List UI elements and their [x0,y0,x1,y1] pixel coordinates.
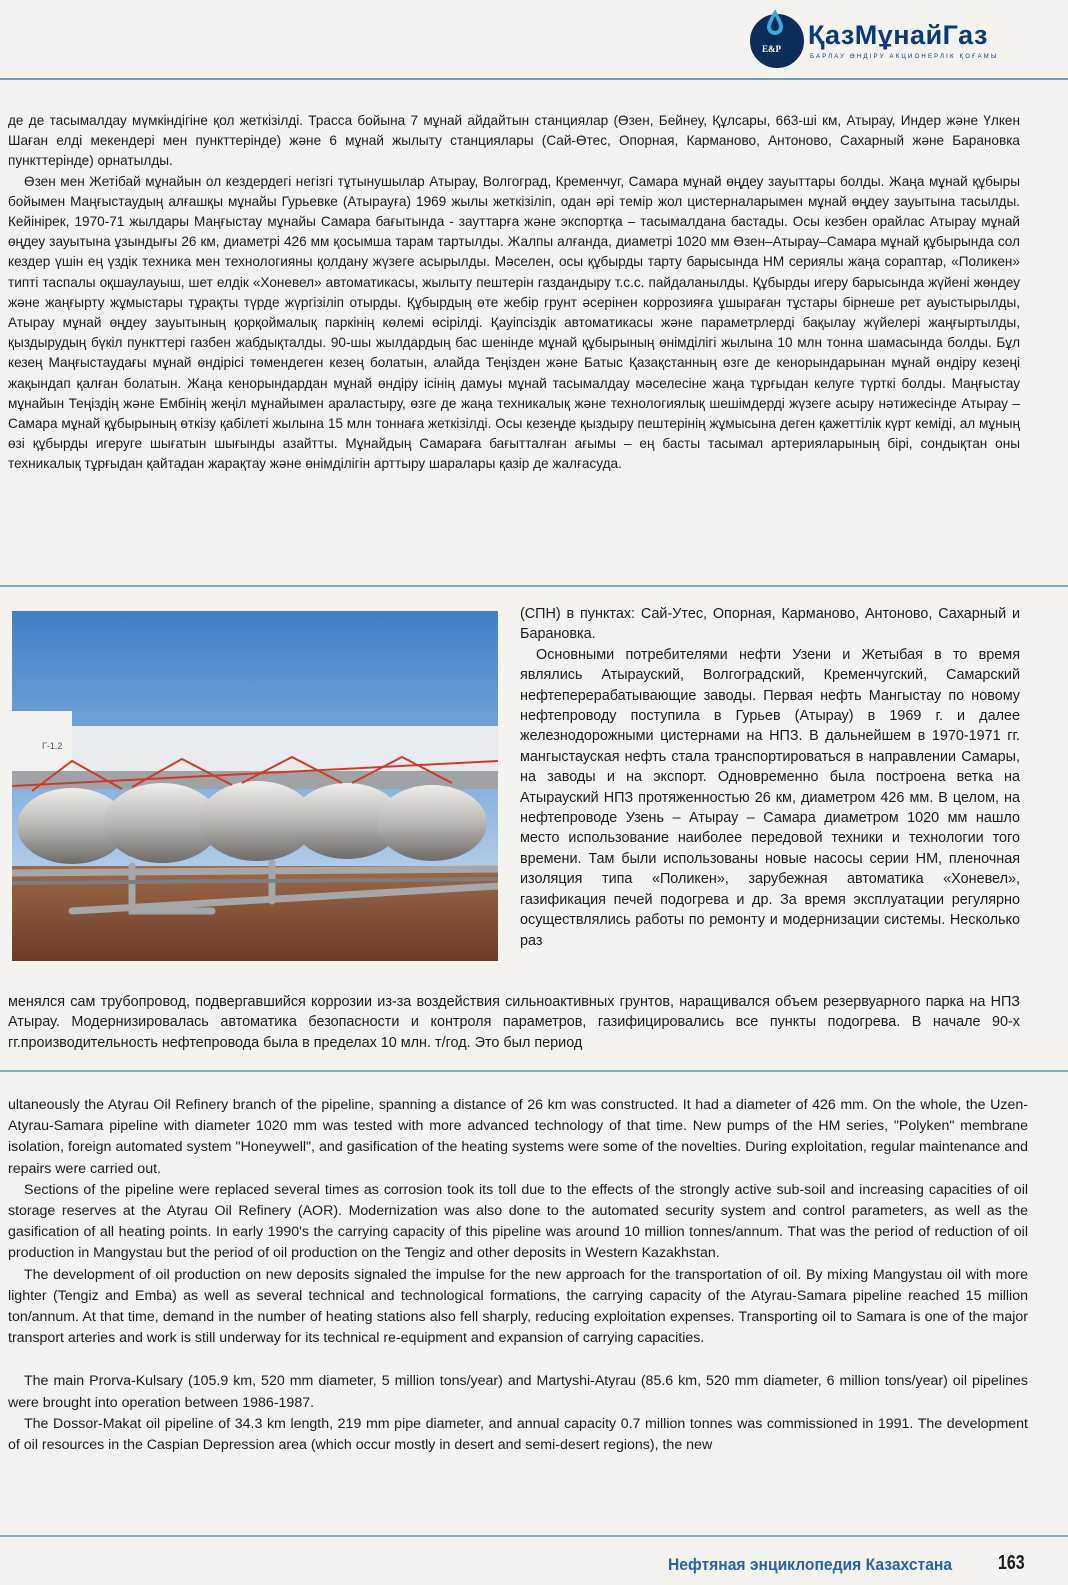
logo-wordmark: ҚазМұнайГаз [808,20,988,50]
kazakh-section [8,111,1020,475]
en-paragraph-1: ultaneously the Atyrau Oil Refinery branch of the pipeline, spanning a distance of 26 km was constructed. It had a diameter of 426 mm. On the whole, the Uzen-Atyrau-Samara pipeline with diameter 1020 mm was tested with more advanced technology of that time. New pumps of the HM series, "Polyken" membrane isolation, foreign automated system "Honeywell", and gasification of the heating systems were some of the novelties. During exploitation, regular maintenance and repairs were carried out. [8,1097,1028,1177]
english-section [8,1095,1028,1456]
kz-paragraph-2: Өзен мен Жетібай мұнайын ол кездердегі негізгі тұтынушылар Атырау, Волгоград, Кременчуг, Самара мұнай өңдеу зауыттары болды. Жаңа мұнай құбыры бойымен Маңғыстаудың алғашқы мұнайы Гурьевке (Атырауға) 1969 жылы жеткізіліп, одан әрі темір жол цистерналарымен мұнай өңдеу зауытына тасылды. Кейінірек, 1970-71 жылдары Маңғыстау мұнайы Самара бағытында - зауттарға және экспортқа – тасымалдана бастады. Осы кезбен орайлас Атырау мұнай өңдеу зауытына ұзындығы 26 км, диаметрі 426 мм қосымша тарам тартылды. Жалпы алғанда, диаметрі 1020 мм Өзен–Атырау–Самара мұнай құбырында сол кездер үшін ең үздік техника мен технологияны қолдану жүзеге асырылды. Мәселен, осы құбырды тарту барысында НМ сериялы жаңа сораптар, «Поликен» типті таспалы оқшаулауыш, шет елдік «Хоневел» автоматикасы, жылыту пештерін газдандыру т.с.с. пайдаланылды. Құбырды игеру барысында жүйені жөндеу және жаңғырту жұмыстары тұрақты түрде жүргізіліп отырды. Құбырдың өте жебір грунт әсерінен коррозияға ұшыраған тұстары бірнеше рет ауыстырылды, Атырау мұнай өңдеу зауытының қорқоймалық паркінің көлемі өсірілді. Қауіпсіздік автоматикасы және параметрлерді бақылау жүйелері жаңғыртылды, қыздырудың бүкіл пункттері газбен жабдықталды. 90-шы жылдардың бас шенінде мұнай құбырының өнімділігі жылына 10 млн тонна шамасында болды. Бұл кезең Маңғыстаудағы мұнай өндірісі төмендеген кезең болатын, алайда Теңізден және Батыс Қазақстанның өзге де кенорындарынан мұнай өндіру кезеңі жақындап қалған болатын. Жаңа кенорындардан мұнай өндіру ісінің дамуы мұнай тасымалдау мәселесіне жаңа тұрғыдан келуге түрткі болды. Маңғыстау мұнайын Теңіздің және Ембінің жеңіл мұнайымен араластыру, өзге де жаңа техникалық және технологиялық шешімдерді жүзеге асыру нәтижесінде Атырау – Самара мұнай құбырының өткізу қабілеті жылына 15 млн тоннаға жеткізілді. Осы кезеңде қыздыру пештерінің жұмысына деген қажеттілік күрт кеміді, ал мұның өзі құбырды игеруге шығатын шығынды азайтты. Мұнайдың Самараға бағытталған ағымы – ең басты тасымал артерияларының бірі, сондықтан оны техникалық тұрғыдан қайтадан жарақтау және өнімділігін арттыру шаралары қазір де жалғасуда. [8,173,1020,472]
logo-badge: E&P [762,44,781,54]
kz-paragraph-1: де де тасымалдау мүмкіндігіне қол жеткізілді. Трасса бойына 7 мұнай айдайтын станциялар (Өзен, Бейнеу, Құлсары, 663-ші км, Атырау, Индер және Үлкен Шаған елді мекендері мен пункттерінде) және 6 мұнай жылыту станциялары (Сай-Өтес, Опорная, Карманово, Антоново, Сахарный және Барановка пункттерінде) орнатылды. [8,113,1020,169]
footer-rule [0,1535,1068,1537]
section-divider [0,585,1068,587]
en-paragraph-5: The Dossor-Makat oil pipeline of 34.3 km length, 219 mm pipe diameter, and annual capacity 0.7 million tonnes was commissioned in 1991. The development of oil resources in the Caspian Depression area (which occur mostly in desert and semi-desert regions), the new [8,1415,1028,1454]
en-paragraph-3: The development of oil production on new deposits signaled the impulse for the new approach for the transportation of oil. By mixing Mangystau oil with more lighter (Tengiz and Emba) as well as several technical and technological formations, the carrying capacity of the Atyrau-Samara pipeline reached 15 million ton/annum. At that time, demand in the number of heating stations also fell sharply, reducing exploitation expenses. Transporting oil to Samara is one of the major transport arteries and work is still underway for its technical re-equipment and expansion of carrying capacities. [8,1266,1028,1347]
oil-tanks-photo [12,611,498,961]
tank-label: Г-1.2 [42,741,63,751]
russian-section-bottom [8,992,1020,1053]
ru-paragraph-2: Основными потребителями нефти Узени и Жетыбая в то время являлись Атырауский, Волгоградский, Кременчугский, Самарский нефтеперерабатывающие заводы. Первая нефть Мангыстау по новому нефтепроводу поступила в Гурьев (Атырау) в 1969 г. и далее железнодорожными цистернами на НПЗ. В дальнейшем в 1970-1971 гг. мангыстауская нефть стала транспортироваться в направлении Самары, на заводы и на экспорт. Одновременно была построена ветка на Атырауский НПЗ протяженностью 26 км, диаметром 426 мм. В целом, на нефтепроводе Узень – Атырау – Самара диаметром 1020 мм нашло место использование наиболее передовой техники и технологии того времени. Там были использованы новые насосы серии НМ, пленочная изоляция типа «Поликен», зарубежная автоматика «Хоневел», газификация печей подогрева и др. За время эксплуатации регулярно осуществлялись работы по ремонту и модернизации системы. Несколько раз [520,646,1020,949]
ru-paragraph-1: (СПН) в пунктах: Сай-Утес, Опорная, Карманово, Антоново, Сахарный и Барановка. [520,606,1020,643]
footer-title: Нефтяная энциклопедия Казахстана [668,1555,953,1574]
russian-section-right [520,604,1020,951]
company-logo [750,8,1050,72]
section-divider [0,1070,1068,1072]
page-header [0,0,1068,80]
page-number: 163 [998,1552,1025,1574]
en-paragraph-2: Sections of the pipeline were replaced several times as corrosion took its toll due to the effects of the strongly active sub-soil and increasing capacities of oil storage reserves at the Atyrau Oil Refinery (AOR). Modernization was also done to the automated security system and control parameters, as well as the gasification of all heating points. In early 1990's the carrying capacity of this pipeline was around 10 million tonnes/annum. That was the period of reduction of oil production in Mangystau but the period of oil production on the Tengiz and other deposits in Western Kazakhstan. [8,1181,1028,1262]
ru-paragraph-3: менялся сам трубопровод, подвергавшийся коррозии из-за воздействия сильноактивных грунтов, наращивался объем резервуарного парка на НПЗ Атырау. Модернизировалась автоматика безопасности и контроля параметров, газифицировались все пункты подогрева. В начале 90-х гг.производительность нефтепровода была в пределах 10 млн. т/год. Это был период [8,994,1020,1051]
storage-tanks [17,781,487,864]
en-paragraph-4: The main Prorva-Kulsary (105.9 km, 520 mm diameter, 5 million tons/year) and Martyshi-Atyrau (85.6 km, 520 mm diameter, 6 million tons/year) oil pipelines were brought into operation between 1986-1987. [8,1373,1028,1411]
logo-subtitle: БАРЛАУ ӨНДІРУ АКЦИОНЕРЛІК ҚОҒАМЫ [810,54,999,60]
oil-drop-icon [764,8,786,38]
header-rule [0,78,1068,80]
